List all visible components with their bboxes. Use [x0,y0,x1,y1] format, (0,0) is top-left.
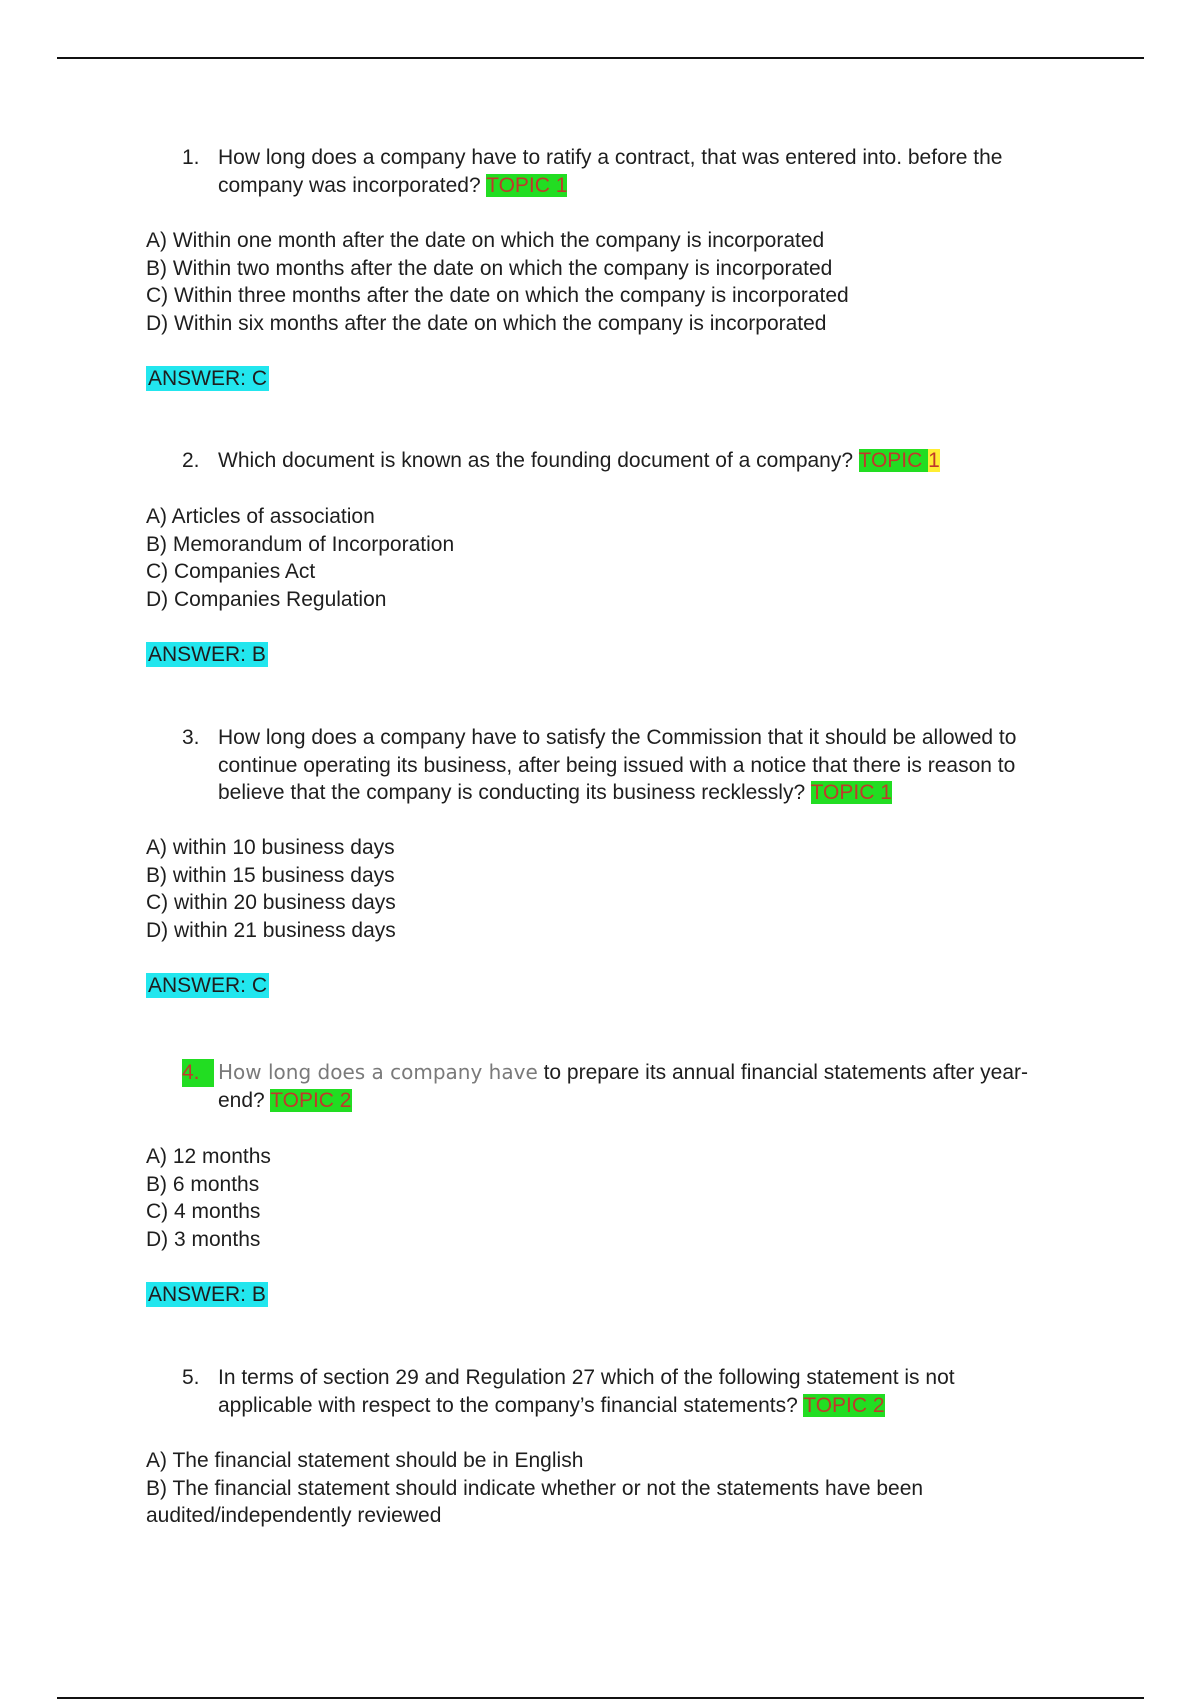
option: C) Within three months after the date on which the company is incorporated [146,284,849,307]
topic-tag: TOPIC 2 [803,1393,885,1417]
question-text: How long does a company have to satisfy the Commission that it should be allowed to continue operating its business, after being issued with a notice that there is reason to believe that the company is conducting its business recklessly? TOPIC 1 [218,726,1017,804]
options-4 [146,1143,1006,1253]
question-number: 4. [182,1059,214,1087]
option: D) within 21 business days [146,918,396,942]
answer-badge: ANSWER: B [148,643,266,666]
answer-badge: ANSWER: C [148,974,268,997]
question-1 [146,144,1046,199]
bottom-rule [57,1697,1144,1699]
option: B) Memorandum of Incorporation [146,532,455,556]
topic-tag-number: 1 [928,449,940,472]
question-number: 5. [182,1366,200,1389]
option: B) The financial statement should indicate whether or not the statements have been audited/independently reviewed [146,1476,924,1527]
option: C) 4 months [146,1200,261,1223]
question-5 [146,1364,1046,1419]
question-text: How long does a company have to prepare its annual financial statements after year-end? TOPIC 2 [218,1060,1029,1112]
option: A) Within one month after the date on which the company is incorporated [146,229,825,252]
options-3 [146,834,1006,944]
option: B) Within two months after the date on which the company is incorporated [146,256,833,280]
option: A) Articles of association [146,505,375,528]
question-4 [146,1059,1046,1114]
question-2 [146,447,1046,475]
question-number: 3. [182,726,200,749]
options-2 [146,503,1006,613]
option: D) Within six months after the date on which the company is incorporated [146,311,827,335]
answer-badge: ANSWER: B [148,1283,266,1306]
topic-tag: TOPIC [858,449,929,472]
option: A) The financial statement should be in English [146,1449,584,1472]
topic-tag: TOPIC 1 [486,173,568,197]
option: C) Companies Act [146,560,316,583]
answer-badge: ANSWER: C [148,367,268,390]
question-text: How long does a company have to ratify a contract, that was entered into. before the company was incorporated? TOPIC 1 [218,146,1003,197]
topic-tag: TOPIC 1 [810,781,892,804]
option: A) 12 months [146,1145,271,1168]
question-text: In terms of section 29 and Regulation 27 which of the following statement is not applicable with respect to the company’s financial statements? TOPIC 2 [218,1366,955,1417]
options-1 [146,227,1006,337]
question-number: 2. [182,449,200,472]
question-text: Which document is known as the founding document of a company? TOPIC 1 [218,449,940,472]
option: C) within 20 business days [146,891,396,914]
option: A) within 10 business days [146,836,395,859]
question-number: 1. [182,146,200,169]
option: B) within 15 business days [146,863,395,887]
option: B) 6 months [146,1172,260,1196]
top-rule [57,57,1144,59]
option: D) Companies Regulation [146,587,387,611]
question-3 [146,724,1046,807]
option: D) 3 months [146,1227,261,1251]
options-5 [146,1447,1006,1530]
topic-tag: TOPIC 2 [270,1088,352,1112]
